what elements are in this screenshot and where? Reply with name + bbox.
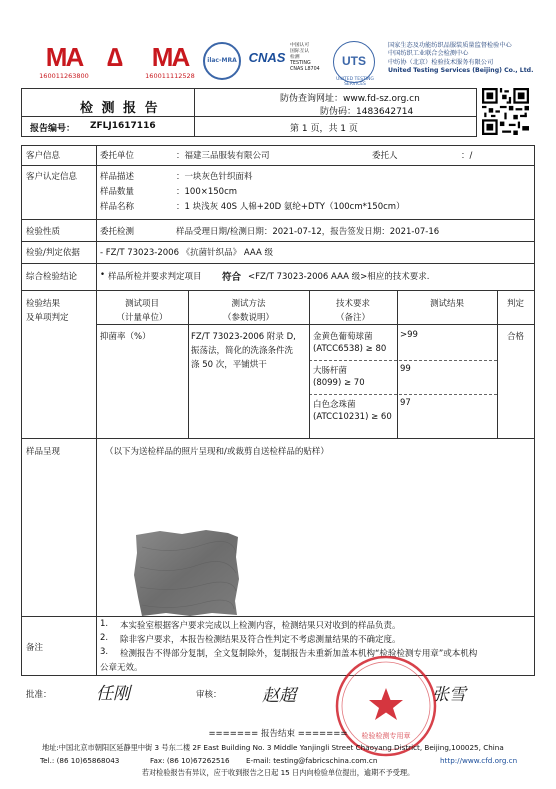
cnas-logo: [245, 40, 289, 72]
conclusion-post: <FZ/T 73023-2006 AAA 级>相应的技术要求.: [248, 272, 430, 282]
org-line-english: United Testing Services (Beijing) Co., Ltd.: [388, 66, 534, 74]
method-line: 振荡法，简化的洗涤条件洗: [191, 346, 294, 356]
method-line: 涤 50 次，平铺烘干: [191, 360, 267, 370]
nature-dates: 样品受理日期/检测日期：2021-07-12，报告签发日期：2021-07-16: [176, 227, 440, 237]
footer-objection-note: 若对检验报告有异议，应于收到报告之日起 15 日内向检验单位提出，逾期不予受理。: [141, 768, 415, 777]
requirement-value: (ATCC10231) ≥ 60: [313, 412, 392, 422]
cnas-caption-line: 检测: [290, 55, 300, 60]
cma-logo-2: [139, 42, 201, 82]
header-result: 测试结果: [429, 299, 464, 309]
footer-tel: Tel.: (86 10)65868043: [40, 756, 120, 765]
org-line: 中纺协（北京）检验技术服务有限公司: [388, 58, 494, 66]
reviewer-signature: 赵超: [262, 686, 296, 706]
result-value: 97: [400, 398, 411, 408]
remark-number: 1.: [100, 619, 109, 629]
client-unit-label: 委托单位: [100, 151, 135, 161]
requirement-name: 白色念珠菌: [313, 400, 356, 410]
cal-logo: [91, 42, 137, 82]
sample-name-label: 样品名称: [100, 202, 135, 212]
page-number: 第 1 页，共 1 页: [290, 124, 358, 134]
results-section-label-2: 及单项判定: [26, 313, 69, 323]
anti-fake-code: 防伪码：1483642714: [320, 107, 414, 117]
footer-fax: Fax: (86 10)67262516: [150, 756, 230, 765]
approver-signature: 任刚: [96, 684, 130, 704]
cnas-mark: CNAS: [248, 50, 286, 65]
cal-mark-icon: ∆: [107, 42, 121, 72]
report-no: ZFLJ1617116: [90, 121, 156, 131]
report-end-marker: ======= 报告结束 =======: [208, 729, 348, 739]
basis-value: - FZ/T 73023-2006 《抗菌针织品》 AAA 级: [100, 248, 274, 258]
footer-email: E-mail: testing@fabricschina.com.cn: [246, 756, 378, 765]
conclusion-bullet: •: [100, 270, 106, 280]
sample-desc-value: ：一块灰色针织面料: [176, 172, 253, 182]
uts-subtitle: UNITED TESTING SERVICES: [336, 77, 374, 87]
approver-label: 批准：: [26, 690, 52, 700]
cnas-caption-line: 中国认可: [290, 43, 310, 48]
cnas-caption-line: 国际互认: [290, 49, 310, 54]
judge-value: 合格: [506, 332, 524, 342]
header-item: 测试项目: [124, 299, 159, 309]
header-method: 测试方法: [231, 299, 266, 309]
fabric-sample-image: [132, 527, 242, 619]
cma-logo-1: [33, 42, 95, 82]
organization-names: [388, 42, 533, 75]
conclusion-verdict: 符合: [222, 272, 242, 283]
qr-code: [482, 88, 529, 135]
result-value: >99: [400, 330, 418, 340]
remark-number: 3.: [100, 647, 109, 657]
presentation-section-label: 样品呈现: [26, 447, 61, 457]
remarks-section-label: 备注: [26, 643, 44, 653]
requirement-name: 金黄色葡萄球菌: [313, 332, 373, 342]
remark-text: 检测报告不得部分复制，全文复制除外，复制报告未重新加盖本机构“检验检测专用章”或本机构: [120, 649, 478, 659]
cma-number-2: 160011112528: [145, 72, 195, 80]
header-requirement: 技术要求: [335, 299, 370, 309]
footer-address: 地址:中国北京市朝阳区延静里中街 3 号东二楼 2F East Building No. 3 Middle Yanjingli Street Chaoyang District, Beijing,100025, China: [42, 743, 504, 752]
remark-continuation: 公章无效。: [100, 663, 143, 673]
remark-number: 2.: [100, 633, 109, 643]
result-value: 99: [400, 364, 411, 374]
svg-text:检验检测专用章: 检验检测专用章: [361, 732, 411, 740]
cnas-caption-line: CNAS L8704: [290, 67, 320, 72]
header-item-unit: （计量单位）: [116, 313, 168, 323]
client-section-label: 客户信息: [26, 151, 61, 161]
client-person-value: ：/: [461, 151, 473, 161]
uts-logo: UTS: [333, 41, 375, 83]
requirement-name: 大肠杆菌: [313, 366, 348, 376]
ilac-text: ilac-MRA: [207, 57, 237, 64]
sample-section-label: 客户认定信息: [26, 172, 78, 182]
org-line: 中国纺织工业联合会检测中心: [388, 50, 469, 58]
remark-text: 本实验室根据客户要求完成以上检测内容，检测结果只对收到的样品负责。: [120, 621, 401, 631]
tester-signature: 张雪: [432, 685, 466, 705]
cnas-caption-line: TESTING: [290, 61, 311, 66]
requirement-value: (8099) ≥ 70: [313, 378, 365, 388]
nature-value: 委托检测: [100, 227, 135, 237]
sample-qty-value: ：100×150cm: [176, 187, 238, 197]
results-section-label-1: 检验结果: [26, 299, 61, 309]
presentation-note: （以下为送检样品的照片呈现和/或裁剪自送检样品的贴样）: [105, 447, 329, 457]
cnas-caption: [290, 43, 320, 73]
sample-desc-label: 样品描述: [100, 172, 135, 182]
sample-name-value: ：1 块浅灰 40S 人棉+20D 氨纶+DTY（100cm*150cm）: [176, 202, 405, 212]
nature-section-label: 检验性质: [26, 227, 61, 237]
cma-mark-icon-2: MA: [151, 42, 189, 72]
sample-qty-label: 样品数量: [100, 187, 135, 197]
conclusion-section-label: 综合检验结论: [26, 272, 78, 282]
report-no-label: 报告编号：: [30, 124, 76, 134]
cma-number-1: 160011263800: [39, 72, 89, 80]
client-unit-value: ：福建三品服装有限公司: [176, 151, 270, 161]
anti-fake-url: 防伪查询网址：www.fd-sz.org.cn: [280, 94, 420, 104]
requirement-value: (ATCC6538) ≥ 80: [313, 344, 387, 354]
seal-star-icon: [369, 688, 403, 720]
conclusion-pre: 样品所检并要求判定项目: [108, 272, 202, 282]
client-person-label: 委托人: [372, 151, 398, 161]
header-judge: 判定: [506, 299, 524, 309]
report-title: 检 测 报 告: [80, 101, 160, 116]
basis-section-label: 检验/判定依据: [26, 248, 80, 258]
header-method-params: （参数说明）: [222, 313, 274, 323]
header-requirement-note: （备注）: [335, 313, 370, 323]
footer-website: http://www.cfd.org.cn: [440, 756, 518, 765]
cma-mark-icon: MA: [45, 42, 83, 72]
method-line: FZ/T 73023-2006 附录 D,: [191, 332, 296, 342]
ilac-mra-logo: [203, 42, 241, 80]
remark-text: 除非客户要求，本报告检测结果及符合性判定不考虑测量结果的不确定度。: [120, 635, 401, 645]
reviewer-label: 审核：: [196, 690, 222, 700]
result-item: 抑菌率（%）: [100, 332, 151, 342]
org-line: 国家生态及功能纺织品服装质量监督检验中心: [388, 42, 512, 49]
